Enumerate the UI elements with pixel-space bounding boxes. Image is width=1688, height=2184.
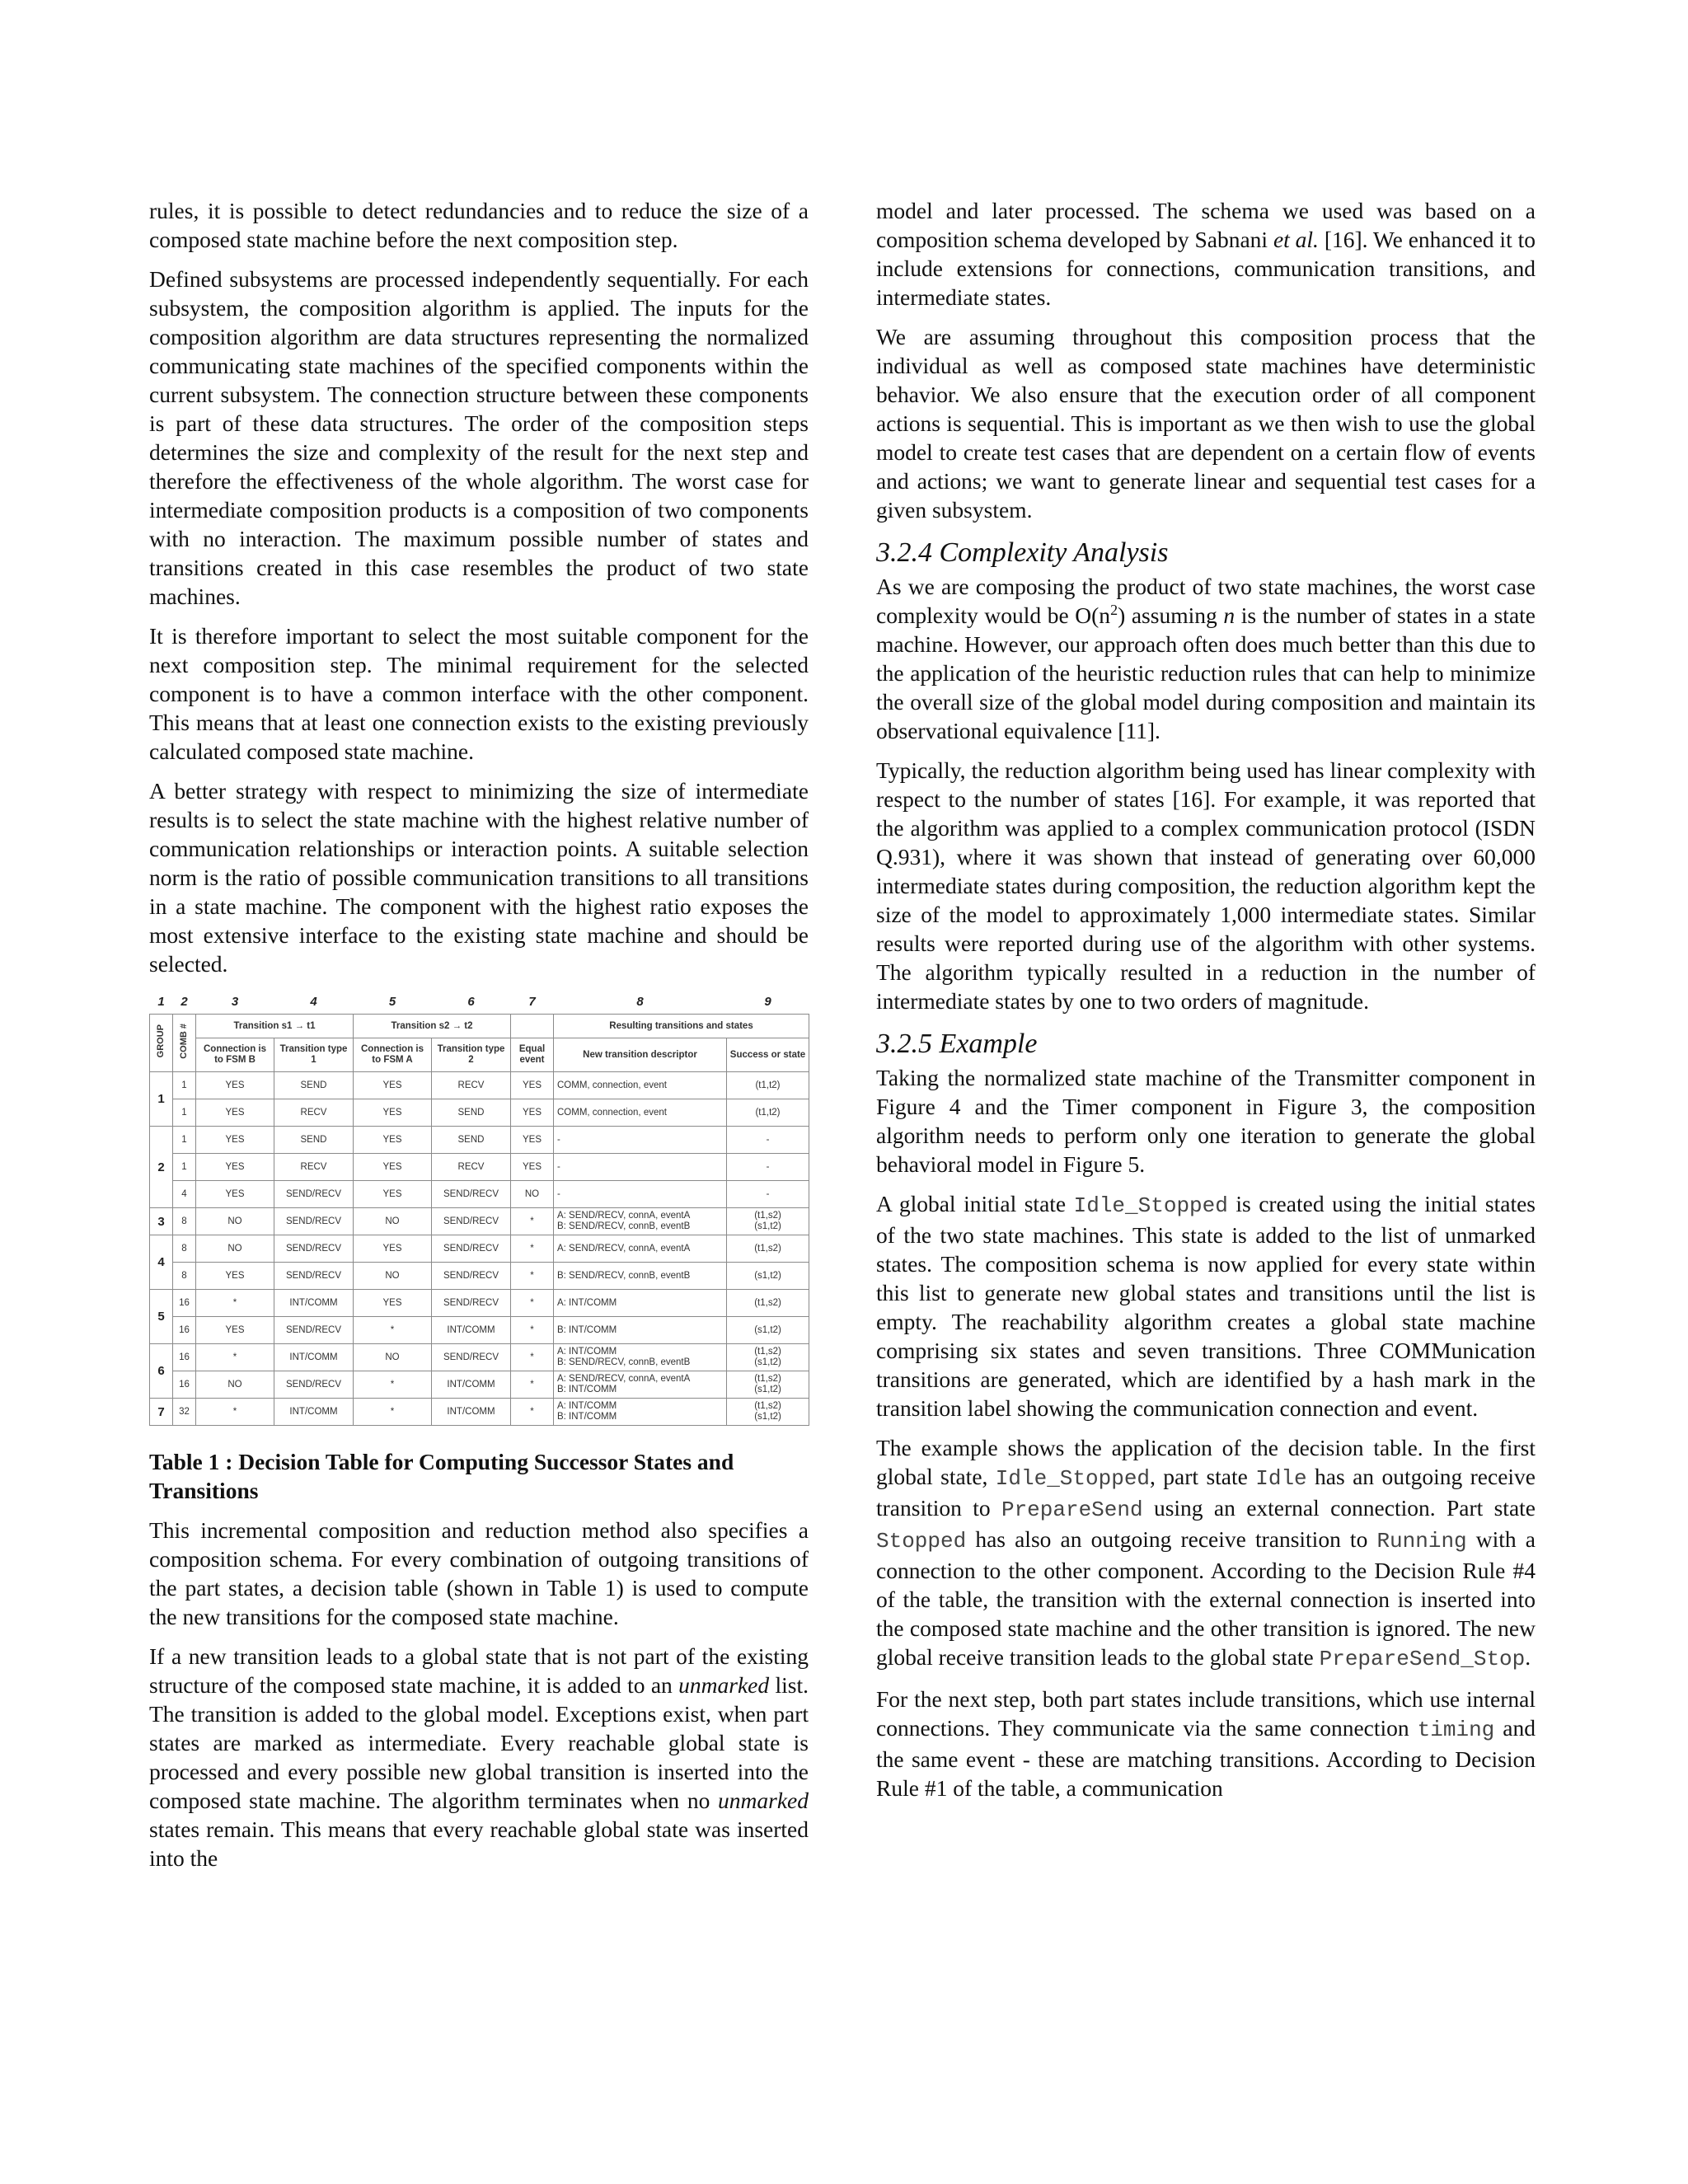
succ-cell: -: [727, 1127, 809, 1154]
comb-cell: 8: [173, 1263, 196, 1290]
desc-cell: B: SEND/RECV, connB, eventB: [554, 1263, 727, 1290]
type1-cell: SEND/RECV: [274, 1181, 354, 1208]
succ-cell: (t1,s2): [727, 1235, 809, 1263]
conn-b-cell: YES: [196, 1127, 274, 1154]
desc-cell: -: [554, 1127, 727, 1154]
type2-cell: SEND/RECV: [432, 1181, 511, 1208]
conn-a-cell: YES: [354, 1154, 432, 1181]
comb-cell: 1: [173, 1154, 196, 1181]
conn-a-cell: *: [354, 1317, 432, 1344]
col-number: 6: [467, 994, 475, 1009]
equal-cell: YES: [511, 1127, 554, 1154]
conn-a-cell: NO: [354, 1344, 432, 1371]
decision-table: [149, 989, 809, 1426]
comb-cell: 16: [173, 1371, 196, 1399]
paragraph: A global initial state Idle_Stopped is created using the initial states of the two state machines. This state is added to the list of unmarked states. The composition schema is now applied for every state within this list to generate new global states and transitions until the list is empty. The reachability algorithm creates a global state machine comprising six states and seven transitions. Three COMMunication transitions are generated, which are identified by a hash mark in the transition label showing the communication connection and event.: [876, 1191, 1536, 1421]
conn-b-cell: NO: [196, 1208, 274, 1235]
paragraph: For the next step, both part states include transitions, which use internal connections. They communicate via the same connection timing and the same event - these are matching transitions. According to Decision Rule #1 of the table, a communication: [876, 1686, 1536, 1801]
type2-cell: SEND/RECV: [432, 1208, 511, 1235]
type2-cell: SEND/RECV: [432, 1344, 511, 1371]
conn-a-cell: YES: [354, 1235, 432, 1263]
conn-b-cell: NO: [196, 1371, 274, 1399]
equal-cell: YES: [511, 1072, 554, 1099]
paragraph: Taking the normalized state machine of the Transmitter component in Figure 4 and the Timer component in Figure 3, the composition algorithm needs to perform only one iteration to generate the global behavioral model in Figure 5.: [876, 1065, 1536, 1177]
desc-cell: A: INT/COMM: [554, 1290, 727, 1317]
paragraph: The example shows the application of the decision table. In the first global state, Idle_Stopped, part state Idle has an outgoing receive transition to PrepareSend using an external connection. Part state Stopped has also an outgoing receive transition to Running with a connection to the other component. According to the Decision Rule #4 of the table, the transition with the external connection is inserted into the composed state machine and the other transition is ignored. The new global receive transition leads to the global state PrepareSend_Stop.: [876, 1435, 1536, 1671]
table-row: [150, 1181, 809, 1208]
conn-a-cell: NO: [354, 1263, 432, 1290]
type2-cell: RECV: [432, 1072, 511, 1099]
conn-a-cell: YES: [354, 1127, 432, 1154]
col-number: 1: [157, 994, 165, 1009]
paragraph: It is therefore important to select the most suitable component for the next composition step. The minimal requirement for the selected component is to have a common interface with the other component. This means that at least one connection exists to the existing previously calculated composed state machine.: [149, 623, 809, 764]
equal-cell: NO: [511, 1181, 554, 1208]
equal-cell: *: [511, 1371, 554, 1399]
type2-cell: SEND: [432, 1127, 511, 1154]
paragraph: A better strategy with respect to minimizing the size of intermediate results is to select the state machine with the highest relative number of communication relationships or interaction points. A suitable selection norm is the ratio of possible communication transitions to all transitions in a state machine. The component with the highest ratio exposes the most extensive interface to the existing state machine and should be selected.: [149, 778, 809, 977]
type2-cell: RECV: [432, 1154, 511, 1181]
succ-cell: (s1,t2): [727, 1263, 809, 1290]
col-number: 3: [231, 994, 239, 1009]
table-row: [150, 1344, 809, 1371]
comb-cell: 32: [173, 1399, 196, 1426]
group-cell: 7: [150, 1399, 173, 1426]
desc-header: New transition descriptor: [554, 1038, 727, 1072]
equal-cell: *: [511, 1290, 554, 1317]
transition2-header: Transition s2 → t2: [354, 1015, 511, 1038]
comb-cell: 16: [173, 1317, 196, 1344]
table-row: [150, 1371, 809, 1399]
conn-a-cell: *: [354, 1399, 432, 1426]
desc-cell: COMM, connection, event: [554, 1099, 727, 1127]
succ-cell: (t1,s2) (s1,t2): [727, 1371, 809, 1399]
desc-cell: A: INT/COMM B: SEND/RECV, connB, eventB: [554, 1344, 727, 1371]
comb-cell: 8: [173, 1235, 196, 1263]
conn-b-cell: NO: [196, 1235, 274, 1263]
blank-header: [511, 1015, 554, 1038]
equal-cell: *: [511, 1235, 554, 1263]
equal-cell: *: [511, 1399, 554, 1426]
col-number: 9: [764, 994, 771, 1009]
conn-a-cell: YES: [354, 1181, 432, 1208]
table-row: [150, 1235, 809, 1263]
type2-cell: SEND: [432, 1099, 511, 1127]
group-cell: 2: [150, 1127, 173, 1208]
desc-cell: -: [554, 1154, 727, 1181]
paragraph: Defined subsystems are processed independently sequentially. For each subsystem, the composition algorithm is applied. The inputs for the composition algorithm are data structures representing the normalized communicating state machines of the specified components within the current subsystem. The connection structure between these components is part of these data structures. The order of the composition steps determines the size and complexity of the result for the next step and therefore the effectiveness of the whole algorithm. The worst case for intermediate composition products is a composition of two components with no interaction. The maximum possible number of states and transitions created in this case resembles the product of two state machines.: [149, 266, 809, 609]
desc-cell: A: SEND/RECV, connA, eventA: [554, 1235, 727, 1263]
table-row: [150, 1399, 809, 1426]
type1-cell: INT/COMM: [274, 1399, 354, 1426]
col-number: 4: [310, 994, 317, 1009]
decision-table-body: [150, 1072, 809, 1426]
paragraph: rules, it is possible to detect redundancies and to reduce the size of a composed state machine before the next composition step.: [149, 198, 809, 252]
type1-cell: SEND/RECV: [274, 1235, 354, 1263]
comb-cell: 1: [173, 1127, 196, 1154]
type2-cell: SEND/RECV: [432, 1263, 511, 1290]
col-number: 2: [181, 994, 188, 1009]
type1-cell: INT/COMM: [274, 1344, 354, 1371]
type1-cell: SEND: [274, 1127, 354, 1154]
group-header: GROUP: [150, 1015, 173, 1072]
section-heading: 3.2.4 Complexity Analysis: [876, 537, 1169, 568]
succ-cell: (t1,s2) (s1,t2): [727, 1344, 809, 1371]
equal-cell: YES: [511, 1099, 554, 1127]
group-cell: 6: [150, 1344, 173, 1399]
type1-cell: SEND/RECV: [274, 1208, 354, 1235]
comb-cell: 1: [173, 1072, 196, 1099]
group-cell: 4: [150, 1235, 173, 1290]
table-caption: Table 1 : Decision Table for Computing Successor States and Transitions: [149, 1449, 734, 1503]
conn-a-cell: YES: [354, 1290, 432, 1317]
conn-a-cell: NO: [354, 1208, 432, 1235]
decision-table-grid: [149, 989, 809, 1426]
succ-cell: (t1,s2) (s1,t2): [727, 1399, 809, 1426]
section-heading: 3.2.5 Example: [876, 1029, 1038, 1059]
paragraph: This incremental composition and reduction method also specifies a composition schema. For every combination of outgoing transitions of the part states, a decision table (shown in Table 1) is used to compute the new transitions for the composed state machine.: [149, 1517, 809, 1629]
conn-a-cell: YES: [354, 1072, 432, 1099]
table-row: [150, 1317, 809, 1344]
paragraph: As we are composing the product of two state machines, the worst case complexity would be $O(n^2)$ assuming n is the number of states in a state machine. However, our approach often does much better than this due to the application of the heuristic reduction rules that can help to minimize the overall size of the global model during composition and maintain its observational equivalence [11].: [876, 574, 1536, 743]
desc-cell: -: [554, 1181, 727, 1208]
right-column: [876, 196, 1536, 1813]
conn-b-cell: YES: [196, 1099, 274, 1127]
type1-cell: RECV: [274, 1154, 354, 1181]
comb-cell: 4: [173, 1181, 196, 1208]
type1-cell: SEND/RECV: [274, 1317, 354, 1344]
table-row: [150, 1154, 809, 1181]
type2-cell: SEND/RECV: [432, 1290, 511, 1317]
table-row: [150, 1208, 809, 1235]
col-number: 8: [636, 994, 644, 1009]
conn-b-cell: YES: [196, 1317, 274, 1344]
comb-cell: 1: [173, 1099, 196, 1127]
succ-header: Success or state: [727, 1038, 809, 1072]
conn-b-cell: YES: [196, 1263, 274, 1290]
type2-header: Transition type 2: [432, 1038, 511, 1072]
transition1-header: Transition s1 → t1: [196, 1015, 354, 1038]
type1-cell: SEND: [274, 1072, 354, 1099]
desc-cell: A: INT/COMM B: INT/COMM: [554, 1399, 727, 1426]
group-cell: 1: [150, 1072, 173, 1127]
comb-cell: 16: [173, 1290, 196, 1317]
type2-cell: INT/COMM: [432, 1317, 511, 1344]
conn-a-cell: *: [354, 1371, 432, 1399]
column-number-row: [150, 989, 809, 1015]
type2-cell: INT/COMM: [432, 1399, 511, 1426]
succ-cell: (t1,t2): [727, 1099, 809, 1127]
paragraph: model and later processed. The schema we used was based on a composition schema developed by Sabnani et al. [16]. We enhanced it to include extensions for connections, communication transitions, and intermediate states.: [876, 198, 1536, 310]
succ-cell: (s1,t2): [727, 1317, 809, 1344]
table-row: [150, 1099, 809, 1127]
conn-b-cell: *: [196, 1290, 274, 1317]
paragraph: We are assuming throughout this composition process that the individual as well as composed state machines have deterministic behavior. We also ensure that the execution order of all component actions is sequential. This is important as we then wish to use the global model to create test cases that are dependent on a certain flow of events and actions; we want to generate linear and sequential test cases for a given subsystem.: [876, 324, 1536, 523]
table-row: [150, 1290, 809, 1317]
conn-b-cell: YES: [196, 1072, 274, 1099]
col-number: 7: [528, 994, 536, 1009]
conn-b-cell: *: [196, 1399, 274, 1426]
conn-a-cell: YES: [354, 1099, 432, 1127]
succ-cell: -: [727, 1181, 809, 1208]
equal-cell: YES: [511, 1154, 554, 1181]
conn-b-cell: YES: [196, 1181, 274, 1208]
desc-cell: A: SEND/RECV, connA, eventA B: SEND/RECV, connB, eventB: [554, 1208, 727, 1235]
group-cell: 3: [150, 1208, 173, 1235]
succ-cell: -: [727, 1154, 809, 1181]
comb-header: COMB #: [173, 1015, 196, 1072]
equal-cell: *: [511, 1208, 554, 1235]
type2-cell: INT/COMM: [432, 1371, 511, 1399]
type1-cell: SEND/RECV: [274, 1371, 354, 1399]
conn-b-cell: *: [196, 1344, 274, 1371]
type1-header: Transition type 1: [274, 1038, 354, 1072]
header-row-2: [150, 1038, 809, 1072]
equal-header: Equal event: [511, 1038, 554, 1072]
type1-cell: INT/COMM: [274, 1290, 354, 1317]
succ-cell: (t1,s2) (s1,t2): [727, 1208, 809, 1235]
group-cell: 5: [150, 1290, 173, 1344]
left-column: [149, 196, 809, 1883]
paragraph: If a new transition leads to a global state that is not part of the existing structure of the composed state machine, it is added to an unmarked list. The transition is added to the global model. Exceptions exist, when part states are marked as intermediate. Every reachable global state is processed and every possible new global transition is inserted into the composed state machine. The algorithm terminates when no unmarked states remain. This means that every reachable global state was inserted into the: [149, 1643, 809, 1871]
succ-cell: (t1,s2): [727, 1290, 809, 1317]
table-row: [150, 1127, 809, 1154]
col-number: 5: [388, 994, 396, 1009]
comb-cell: 16: [173, 1344, 196, 1371]
type2-cell: SEND/RECV: [432, 1235, 511, 1263]
paragraph: Typically, the reduction algorithm being used has linear complexity with respect to the number of states [16]. For example, it was reported that the algorithm was applied to a complex communication protocol (ISDN Q.931), where it was shown that instead of generating over 60,000 intermediate states during composition, the reduction algorithm kept the size of the model to approximately 1,000 intermediate states. Similar results were reported during use of the algorithm with other systems. The algorithm typically resulted in a reduction in the number of intermediate states by one to two orders of magnitude.: [876, 757, 1536, 1014]
type1-cell: RECV: [274, 1099, 354, 1127]
desc-cell: COMM, connection, event: [554, 1072, 727, 1099]
header-row-1: [150, 1015, 809, 1038]
conn-b-header: Connection is to FSM B: [196, 1038, 274, 1072]
equal-cell: *: [511, 1263, 554, 1290]
type1-cell: SEND/RECV: [274, 1263, 354, 1290]
equal-cell: *: [511, 1317, 554, 1344]
desc-cell: B: INT/COMM: [554, 1317, 727, 1344]
equal-cell: *: [511, 1344, 554, 1371]
desc-cell: A: SEND/RECV, connA, eventA B: INT/COMM: [554, 1371, 727, 1399]
conn-a-header: Connection is to FSM A: [354, 1038, 432, 1072]
comb-cell: 8: [173, 1208, 196, 1235]
succ-cell: (t1,t2): [727, 1072, 809, 1099]
table-row: [150, 1072, 809, 1099]
result-header: Resulting transitions and states: [554, 1015, 809, 1038]
conn-b-cell: YES: [196, 1154, 274, 1181]
table-row: [150, 1263, 809, 1290]
